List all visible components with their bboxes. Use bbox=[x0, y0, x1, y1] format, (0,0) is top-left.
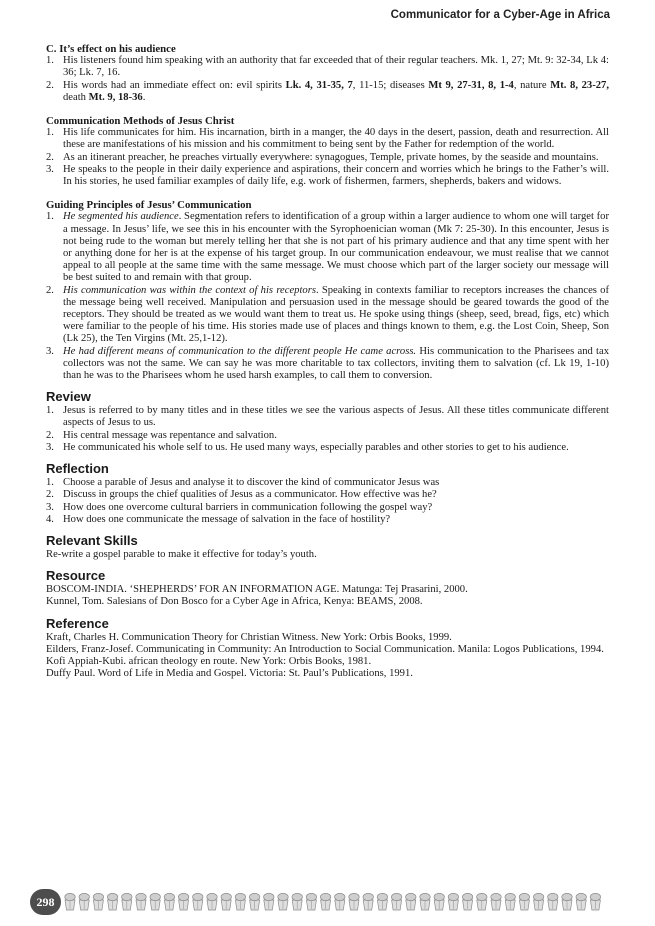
figure-icon bbox=[562, 893, 572, 910]
figure-icon bbox=[164, 893, 174, 910]
resource-entry: Kunnel, Tom. Salesians of Don Bosco for a Cyber Age in Africa, Kenya: BEAMS, 2008. bbox=[46, 596, 423, 608]
resource-heading: Resource bbox=[46, 568, 106, 584]
list-item bbox=[46, 477, 609, 489]
running-header: Communicator for a Cyber-Age in Africa bbox=[390, 9, 610, 21]
figure-icon bbox=[65, 893, 75, 910]
list-item bbox=[46, 80, 609, 104]
figure-icon bbox=[377, 893, 387, 910]
figure-icon bbox=[122, 893, 132, 910]
item-number: 3. bbox=[46, 441, 54, 453]
item-number: 1. bbox=[46, 211, 54, 223]
reference-entry: Kofi Appiah-Kubi. african theology en route. New York: Orbis Books, 1981. bbox=[46, 655, 372, 667]
figure-icon bbox=[477, 893, 487, 910]
list-item bbox=[46, 442, 609, 454]
figure-icon bbox=[178, 893, 188, 910]
item-number: 2. bbox=[46, 429, 54, 441]
figure-icon bbox=[519, 893, 529, 910]
figure-icon bbox=[320, 893, 330, 910]
list-item bbox=[46, 127, 609, 151]
item-number: 3. bbox=[46, 163, 54, 175]
reference-entry: Eilders, Franz-Josef. Communicating in Community: An Introduction to Social Communication. Manila: Logos Publications, 1994. bbox=[46, 643, 604, 655]
reflection-list bbox=[46, 477, 609, 526]
section-heading-methods: Communication Methods of Jesus Christ bbox=[46, 115, 235, 128]
item-text: He segmented his audience. Segmentation refers to identification of a group within a larger audience to whom one will target for a message. In Jesus’ life, we see this in his encounter with the Syrophoenician woman (Mk 7: 25-30). In this encounter, Jesus is not being rude to the woman but merely telling her that she is not part of his primary audience and that any time spent with her or anything done for her is at the expense of his target group. In our communication endeavour, we must realise that we cannot appeal to all people at the same time with the same message. We must choose which part of the larger society our message will be best suited to and remain with that group. bbox=[63, 211, 609, 284]
figure-icon bbox=[349, 893, 359, 910]
list-item bbox=[46, 502, 609, 514]
list-item bbox=[46, 405, 609, 429]
figure-icon bbox=[249, 893, 259, 910]
resource-entry: BOSCOM-INDIA. ‘SHEPHERDS’ FOR AN INFORMATION AGE. Matunga: Tej Prasarini, 2000. bbox=[46, 584, 468, 596]
figure-icon bbox=[533, 893, 543, 910]
item-number: 3. bbox=[46, 345, 54, 357]
reflection-heading: Reflection bbox=[46, 461, 109, 477]
list-item bbox=[46, 430, 609, 442]
item-number: 4. bbox=[46, 513, 54, 525]
figure-icon bbox=[292, 893, 302, 910]
item-number: 1. bbox=[46, 477, 54, 489]
figure-icon bbox=[278, 893, 288, 910]
reference-entry: Kraft, Charles H. Communication Theory for Christian Witness. New York: Orbis Books, 1999. bbox=[46, 631, 452, 643]
skills-text: Re-write a gospel parable to make it effective for today’s youth. bbox=[46, 548, 317, 560]
item-text: Jesus is referred to by many titles and in these titles we see the various aspects of Jesus. All these titles communicate different aspects of Jesus to us. bbox=[63, 405, 609, 429]
item-text: He speaks to the people in their daily experience and aspirations, their concern and worries which he brings to the Father’s will. In his stories, he used familiar examples of daily life, e.g. work of fishermen, farmers, shepherds, bakers and widows. bbox=[63, 163, 609, 188]
figure-icon bbox=[207, 893, 217, 910]
figure-icon bbox=[193, 893, 203, 910]
item-text: He had different means of communication to the different people He came across. His communication to the Pharisees and tax collectors was not the same. We can say he was more charitable to tax collectors, inviting them to salvation (cf. Lk 19, 1-10) than he was to the Pharisees whom he used harsh examples, to call them to conversion. bbox=[63, 345, 609, 382]
skills-heading: Relevant Skills bbox=[46, 532, 138, 548]
figure-icon bbox=[136, 893, 146, 910]
reference-heading: Reference bbox=[46, 615, 109, 631]
list-item bbox=[46, 164, 609, 188]
item-text: As an itinerant preacher, he preaches virtually everywhere: synagogues, Temple, private homes, by the seaside and mountains. bbox=[63, 151, 599, 163]
section-heading-effect: C. It’s effect on his audience bbox=[46, 43, 176, 55]
section-heading-principles: Guiding Principles of Jesus’ Communication bbox=[46, 199, 252, 212]
item-text: He communicated his whole self to us. He used many ways, especially parables and other stories to get to his audience. bbox=[63, 441, 569, 453]
item-number: 2. bbox=[46, 489, 54, 501]
methods-list bbox=[46, 127, 609, 188]
list-item bbox=[46, 152, 609, 164]
figure-icon bbox=[590, 893, 600, 910]
effect-list bbox=[46, 55, 609, 104]
figure-icon bbox=[576, 893, 586, 910]
list-item bbox=[46, 285, 609, 346]
item-text: How does one communicate the message of salvation in the face of hostility? bbox=[63, 513, 391, 525]
figure-icon bbox=[150, 893, 160, 910]
item-text: His communication was within the context of his receptors. Speaking in contexts familiar to receptors increases the chances of the message being well received. Manipulation and persuasion used in the message should be geared towards the good of the receptors. They should be treated as we would want them to treat us. He spoke using things (sheep, seed, bread, figs, etc) which were familiar to the people of his time. His stories made use of places and things known to them, e.g. the Lost Coin, Sheep, Son (Lk 25), the Ten Virgins (Mt. 25,1-12). bbox=[63, 284, 609, 345]
figure-icon bbox=[434, 893, 444, 910]
item-text: His central message was repentance and salvation. bbox=[63, 429, 277, 441]
figure-icon bbox=[391, 893, 401, 910]
figure-icon bbox=[548, 893, 558, 910]
reference-entry: Duffy Paul. Word of Life in Media and Gospel. Victoria: St. Paul’s Publications, 1991. bbox=[46, 668, 413, 680]
list-item bbox=[46, 55, 609, 79]
list-item bbox=[46, 346, 609, 383]
item-text: Discuss in groups the chief qualities of Jesus as a communicator. How effective was he? bbox=[63, 489, 437, 501]
list-item bbox=[46, 514, 609, 526]
figure-icon bbox=[505, 893, 515, 910]
item-number: 1. bbox=[46, 405, 54, 417]
figure-icon bbox=[406, 893, 416, 910]
figure-icon bbox=[221, 893, 231, 910]
figure-icon bbox=[462, 893, 472, 910]
item-number: 1. bbox=[46, 127, 54, 139]
page-footer bbox=[30, 889, 615, 917]
item-number: 2. bbox=[46, 284, 54, 296]
page-number: 298 bbox=[30, 889, 61, 915]
item-text: His listeners found him speaking with an authority that far exceeded that of their regular teachers. Mk. 1, 27; Mt. 9: 32-34, Lk 4: 36; Lk. 7, 16. bbox=[63, 55, 609, 79]
item-text: Choose a parable of Jesus and analyse it to discover the kind of communicator Jesus was bbox=[63, 477, 440, 489]
decorative-figures-strip bbox=[63, 892, 613, 913]
item-text: His words had an immediate effect on: evil spirits Lk. 4, 31-35, 7, 11-15; diseases Mt 9, 27-31, 8, 1-4, nature Mt. 8, 23-27, death Mt. 9, 18-36. bbox=[63, 79, 610, 103]
figure-icon bbox=[448, 893, 458, 910]
item-number: 2. bbox=[46, 151, 54, 163]
review-list bbox=[46, 405, 609, 454]
list-item bbox=[46, 211, 609, 284]
figure-icon bbox=[79, 893, 89, 910]
figure-icon bbox=[235, 893, 245, 910]
figure-icon bbox=[107, 893, 117, 910]
item-number: 3. bbox=[46, 501, 54, 513]
page-body bbox=[46, 43, 609, 680]
figure-icon bbox=[264, 893, 274, 910]
figure-icon bbox=[491, 893, 501, 910]
item-number: 2. bbox=[46, 79, 54, 91]
figure-icon bbox=[420, 893, 430, 910]
figure-icon bbox=[363, 893, 373, 910]
item-number: 1. bbox=[46, 55, 54, 67]
item-text: His life communicates for him. His incarnation, birth in a manger, the 40 days in the desert, passion, death and resurrection. All these are manifestations of his mission and his commitment to being sent by the Father for redemption of the world. bbox=[63, 127, 609, 151]
principles-list bbox=[46, 211, 609, 382]
figure-icon bbox=[306, 893, 316, 910]
figure-icon bbox=[93, 893, 103, 910]
figure-icon bbox=[335, 893, 345, 910]
list-item bbox=[46, 489, 609, 501]
review-heading: Review bbox=[46, 389, 91, 405]
item-text: How does one overcome cultural barriers in communication following the gospel way? bbox=[63, 501, 433, 513]
